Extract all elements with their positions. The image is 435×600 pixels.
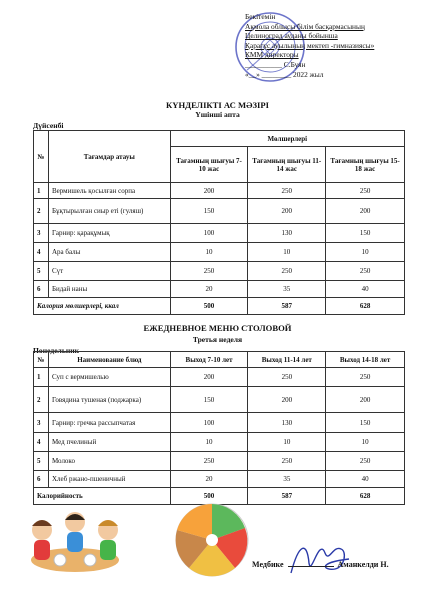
row-dish: Говядина тушеная (поджарка) [48,387,170,413]
row-num: 4 [34,433,49,452]
header-col2: Выход 11-14 лет [248,352,326,368]
total-value: 628 [326,298,405,315]
row-num: 3 [34,224,49,243]
row-dish: Суп с вермишелью [48,368,170,387]
row-value: 10 [248,433,326,452]
row-value: 250 [326,262,405,281]
total-value: 500 [170,488,248,505]
header-col2: Тағамның шығуы 11-14 жас [248,147,326,183]
row-value: 150 [170,387,248,413]
menu-ru-table [33,351,405,505]
table-row [34,224,405,243]
healthy-food-plate-illustration [165,500,260,580]
menu-kz-title: КҮНДЕЛІКТІ АС МӘЗІРІ [166,100,269,110]
row-num: 6 [34,471,49,488]
row-value: 150 [326,224,405,243]
row-value: 250 [326,368,405,387]
row-value: 250 [248,452,326,471]
header-col1: Выход 7-10 лет [170,352,248,368]
row-value: 250 [248,368,326,387]
header-col3: Тағамның шығуы 15-18 жас [326,147,405,183]
menu-ru-week: Третья неделя [192,335,243,344]
row-value: 200 [248,199,326,224]
header-col3: Выход 14-18 лет [326,352,405,368]
menu-ru-title: ЕЖЕДНЕВНОЕ МЕНЮ СТОЛОВОЙ [143,323,292,333]
nurse-signature-line [252,560,422,569]
approval-line: Бекітемін [245,12,276,21]
header-norms: Мөлшерлері [170,131,404,147]
approval-line: Целиноград ауданы бойынша [245,31,338,41]
table-row [34,452,405,471]
approval-line: Қарағұс ауылының мектеп -гимназиясы» [245,40,375,50]
approval-line: КММ директоры [245,50,299,60]
row-dish: Гарнир: қарақұмық [48,224,170,243]
table-row [34,183,405,199]
row-value: 10 [170,433,248,452]
row-value: 10 [326,243,405,262]
menu-kz-week: Үшінші апта [195,110,240,119]
row-value: 200 [248,387,326,413]
row-value: 250 [326,452,405,471]
row-value: 250 [326,183,405,199]
row-num: 5 [34,262,49,281]
row-dish: Вермишель қосылған сорпа [48,183,170,199]
menu-ru-day: Понедельник [33,346,79,355]
row-value: 150 [326,413,405,433]
row-num: 1 [34,183,49,199]
signature-role: Медбике [252,560,284,569]
row-num: 2 [34,199,49,224]
row-value: 10 [248,243,326,262]
row-value: 250 [170,452,248,471]
row-value: 10 [170,243,248,262]
children-eating-illustration [20,500,130,580]
table-row [34,243,405,262]
table-total-row [34,298,405,315]
row-value: 150 [170,199,248,224]
row-value: 130 [248,224,326,243]
table-row [34,433,405,452]
row-value: 10 [326,433,405,452]
approval-director-signature-line: __________ С.Буян [245,59,306,69]
row-value: 250 [170,262,248,281]
total-label: Калорийность [34,488,171,505]
row-num: 3 [34,413,49,433]
row-dish: Сүт [48,262,170,281]
signature-name: Аманкелди Н. [337,560,389,569]
table-row [34,281,405,298]
handwritten-signature [285,533,355,581]
menu-kz-day: Дүйсенбі [33,121,64,130]
header-num: № [34,131,49,183]
row-num: 1 [34,368,49,387]
row-dish: Мед пчелиный [48,433,170,452]
total-value: 500 [170,298,248,315]
table-row [34,262,405,281]
row-value: 200 [326,199,405,224]
row-dish: Молоко [48,452,170,471]
row-value: 130 [248,413,326,433]
signature-underline [288,566,334,567]
menu-kz-table [33,130,405,315]
total-value: 587 [248,488,326,505]
row-num: 4 [34,243,49,262]
row-dish: Гарнир: гречка рассыпчатая [48,413,170,433]
row-dish: Ара балы [48,243,170,262]
approval-date-line: «__» ________ 2022 жыл [245,69,324,79]
table-row [34,387,405,413]
row-value: 20 [170,281,248,298]
row-value: 200 [170,368,248,387]
row-value: 250 [248,183,326,199]
row-value: 35 [248,281,326,298]
row-dish: Бидай наны [48,281,170,298]
row-num: 6 [34,281,49,298]
table-row [34,368,405,387]
approval-block [245,12,430,79]
row-value: 100 [170,413,248,433]
approval-line: Ақмола облысы білім басқармасының [245,21,365,31]
total-value: 587 [248,298,326,315]
header-col1: Тағамның шығуы 7-10 жас [170,147,248,183]
header-dish: Наименование блюд [48,352,170,368]
row-value: 20 [170,471,248,488]
row-value: 35 [248,471,326,488]
row-value: 250 [248,262,326,281]
row-dish: Хлеб ржано-пшеничный [48,471,170,488]
table-row [34,471,405,488]
table-row [34,199,405,224]
row-value: 200 [170,183,248,199]
row-dish: Бұқтырылған сиыр еті (гуляш) [48,199,170,224]
row-value: 100 [170,224,248,243]
row-value: 40 [326,471,405,488]
row-value: 200 [326,387,405,413]
header-num: № [34,352,49,368]
table-row [34,413,405,433]
total-label: Калория мөлшерлері, ккал [34,298,171,315]
total-value: 628 [326,488,405,505]
row-num: 5 [34,452,49,471]
header-dish: Тағамдар атауы [48,131,170,183]
row-num: 2 [34,387,49,413]
row-value: 40 [326,281,405,298]
